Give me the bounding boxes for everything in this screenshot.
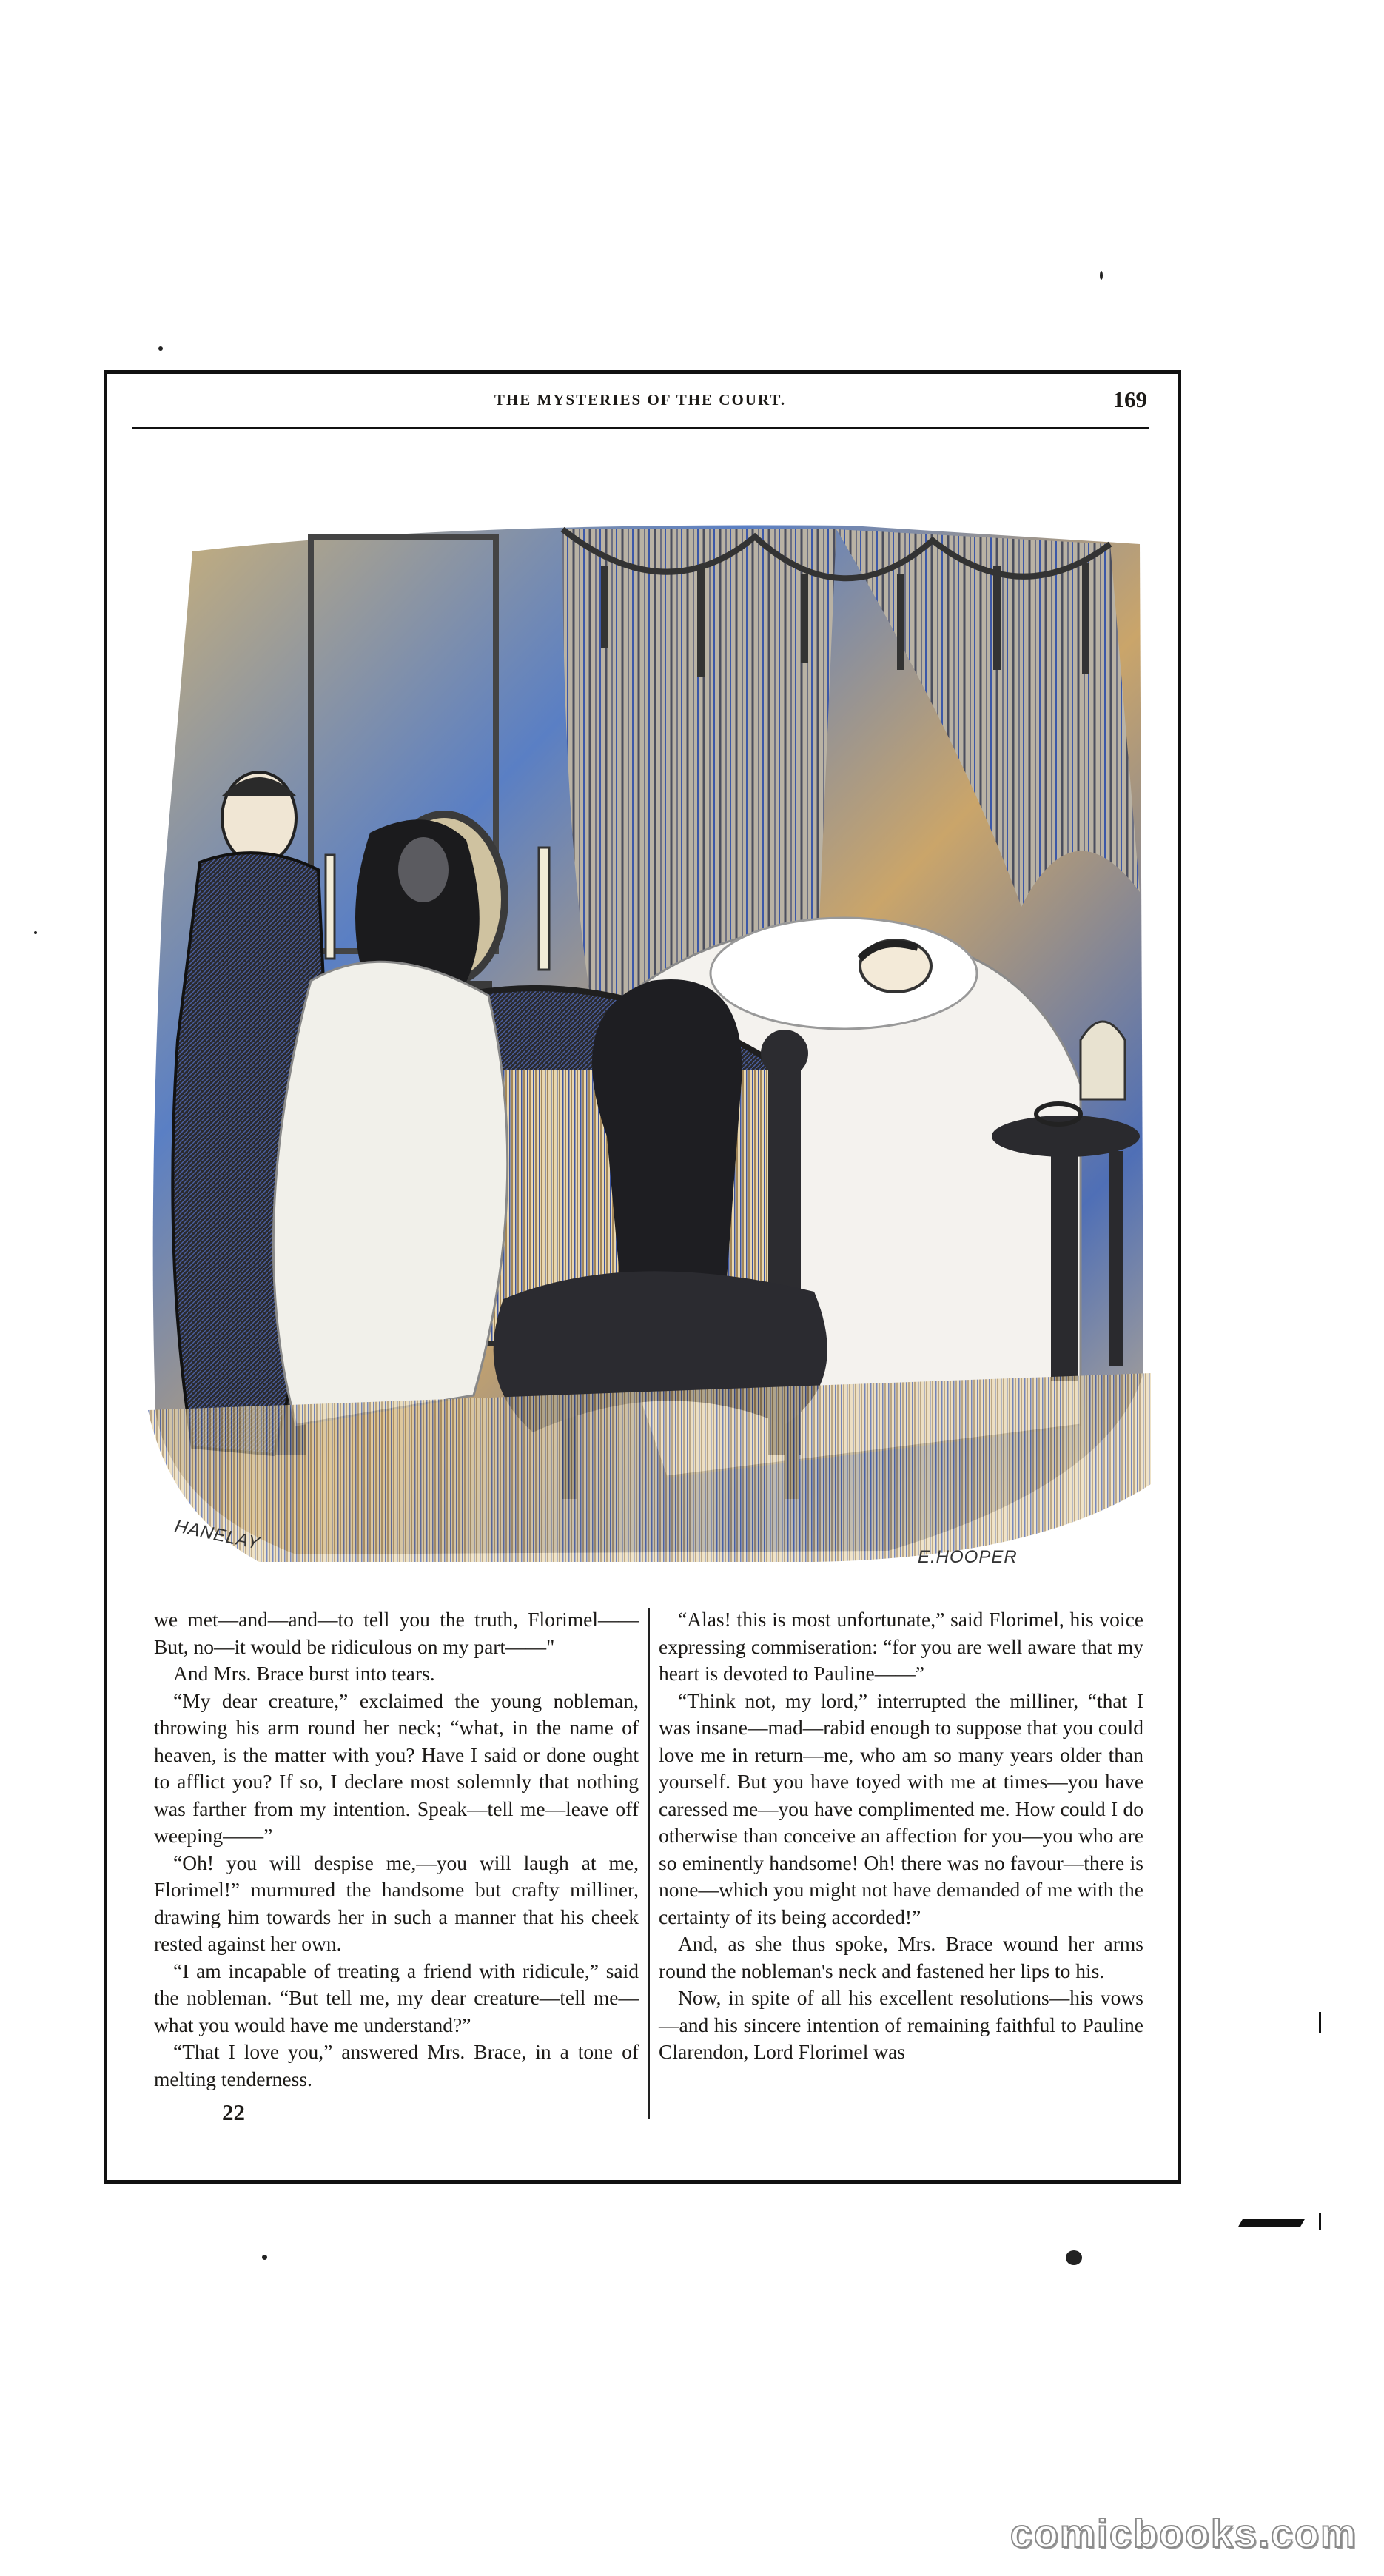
column-divider [648, 1608, 650, 2119]
watermark: comicbooks.com [1010, 2512, 1357, 2556]
paragraph: “I am incapable of treating a friend with ridicule,” said the nobleman. “But tell me, my dear creature—tell me—what you would have me understand?” [154, 1959, 639, 2036]
scan-speck [34, 931, 37, 934]
paragraph: we met—and—and—to tell you the truth, Florimel——But, no—it would be ridiculous on my part——" [154, 1608, 639, 1658]
paragraph: And, as she thus spoke, Mrs. Brace wound her arms round the nobleman's neck and fastened her lips to his. [659, 1932, 1143, 1982]
paragraph: “Oh! you will despise me,—you will laugh at me, Florimel!” murmured the handsome but crafty milliner, drawing him towards her in such a manner that his cheek rested against her own. [154, 1851, 639, 1955]
text-column-left [154, 1606, 639, 2093]
running-header [133, 386, 1147, 422]
header-rule [132, 427, 1149, 429]
engraving-illustration [148, 522, 1151, 1566]
scan-mark [1319, 2012, 1321, 2033]
text-column-right [659, 1606, 1143, 2066]
paragraph: “My dear creature,” exclaimed the young nobleman, throwing his arm round her neck; “what, in the name of heaven, is the matter with you? Have I said or done ought to afflict you? If so, I declare most solemnly that nothing was farther from my intention. Speak—tell me—leave off weeping——” [154, 1688, 639, 1847]
scan-speck [262, 2255, 267, 2260]
engraver-signature-left: HANELAY [172, 1516, 262, 1554]
scan-speck [1066, 2250, 1082, 2265]
paragraph: And Mrs. Brace burst into tears. [173, 1662, 435, 1685]
page-number: 169 [1112, 386, 1147, 412]
scan-mark [1319, 2213, 1321, 2230]
paragraph: “Think not, my lord,” interrupted the milliner, “that I was insane—mad—rabid enough to suppose that you could love me in return—me, who am so many years older than yourself. But you have toyed with me at times—you have caressed me—you have complimented me. How could I do otherwise than conceive an affection for you—you who are so eminently handsome! Oh! there was no favour—there is none—which you might not have demanded of me with the certainty of its being accorded!” [659, 1688, 1143, 1928]
running-title: THE MYSTERIES OF THE COURT. [494, 391, 787, 409]
scan-speck [158, 346, 163, 351]
paragraph: “Alas! this is most unfortunate,” said Florimel, his voice expressing commiseration: “for you are well aware that my heart is devoted to Pauline——” [659, 1608, 1143, 1685]
scan-speck [1100, 271, 1103, 280]
scan-mark [1238, 2219, 1305, 2227]
printer-signature-number: 22 [222, 2099, 245, 2125]
paragraph: Now, in spite of all his excellent resolutions—his vows—and his sincere intention of remaining faithful to Pauline Clarendon, Lord Florimel was [659, 1986, 1143, 2063]
paragraph: “That I love you,” answered Mrs. Brace, in a tone of melting tenderness. [154, 2040, 639, 2090]
engraver-signature-right: E.HOOPER [918, 1547, 1018, 1567]
